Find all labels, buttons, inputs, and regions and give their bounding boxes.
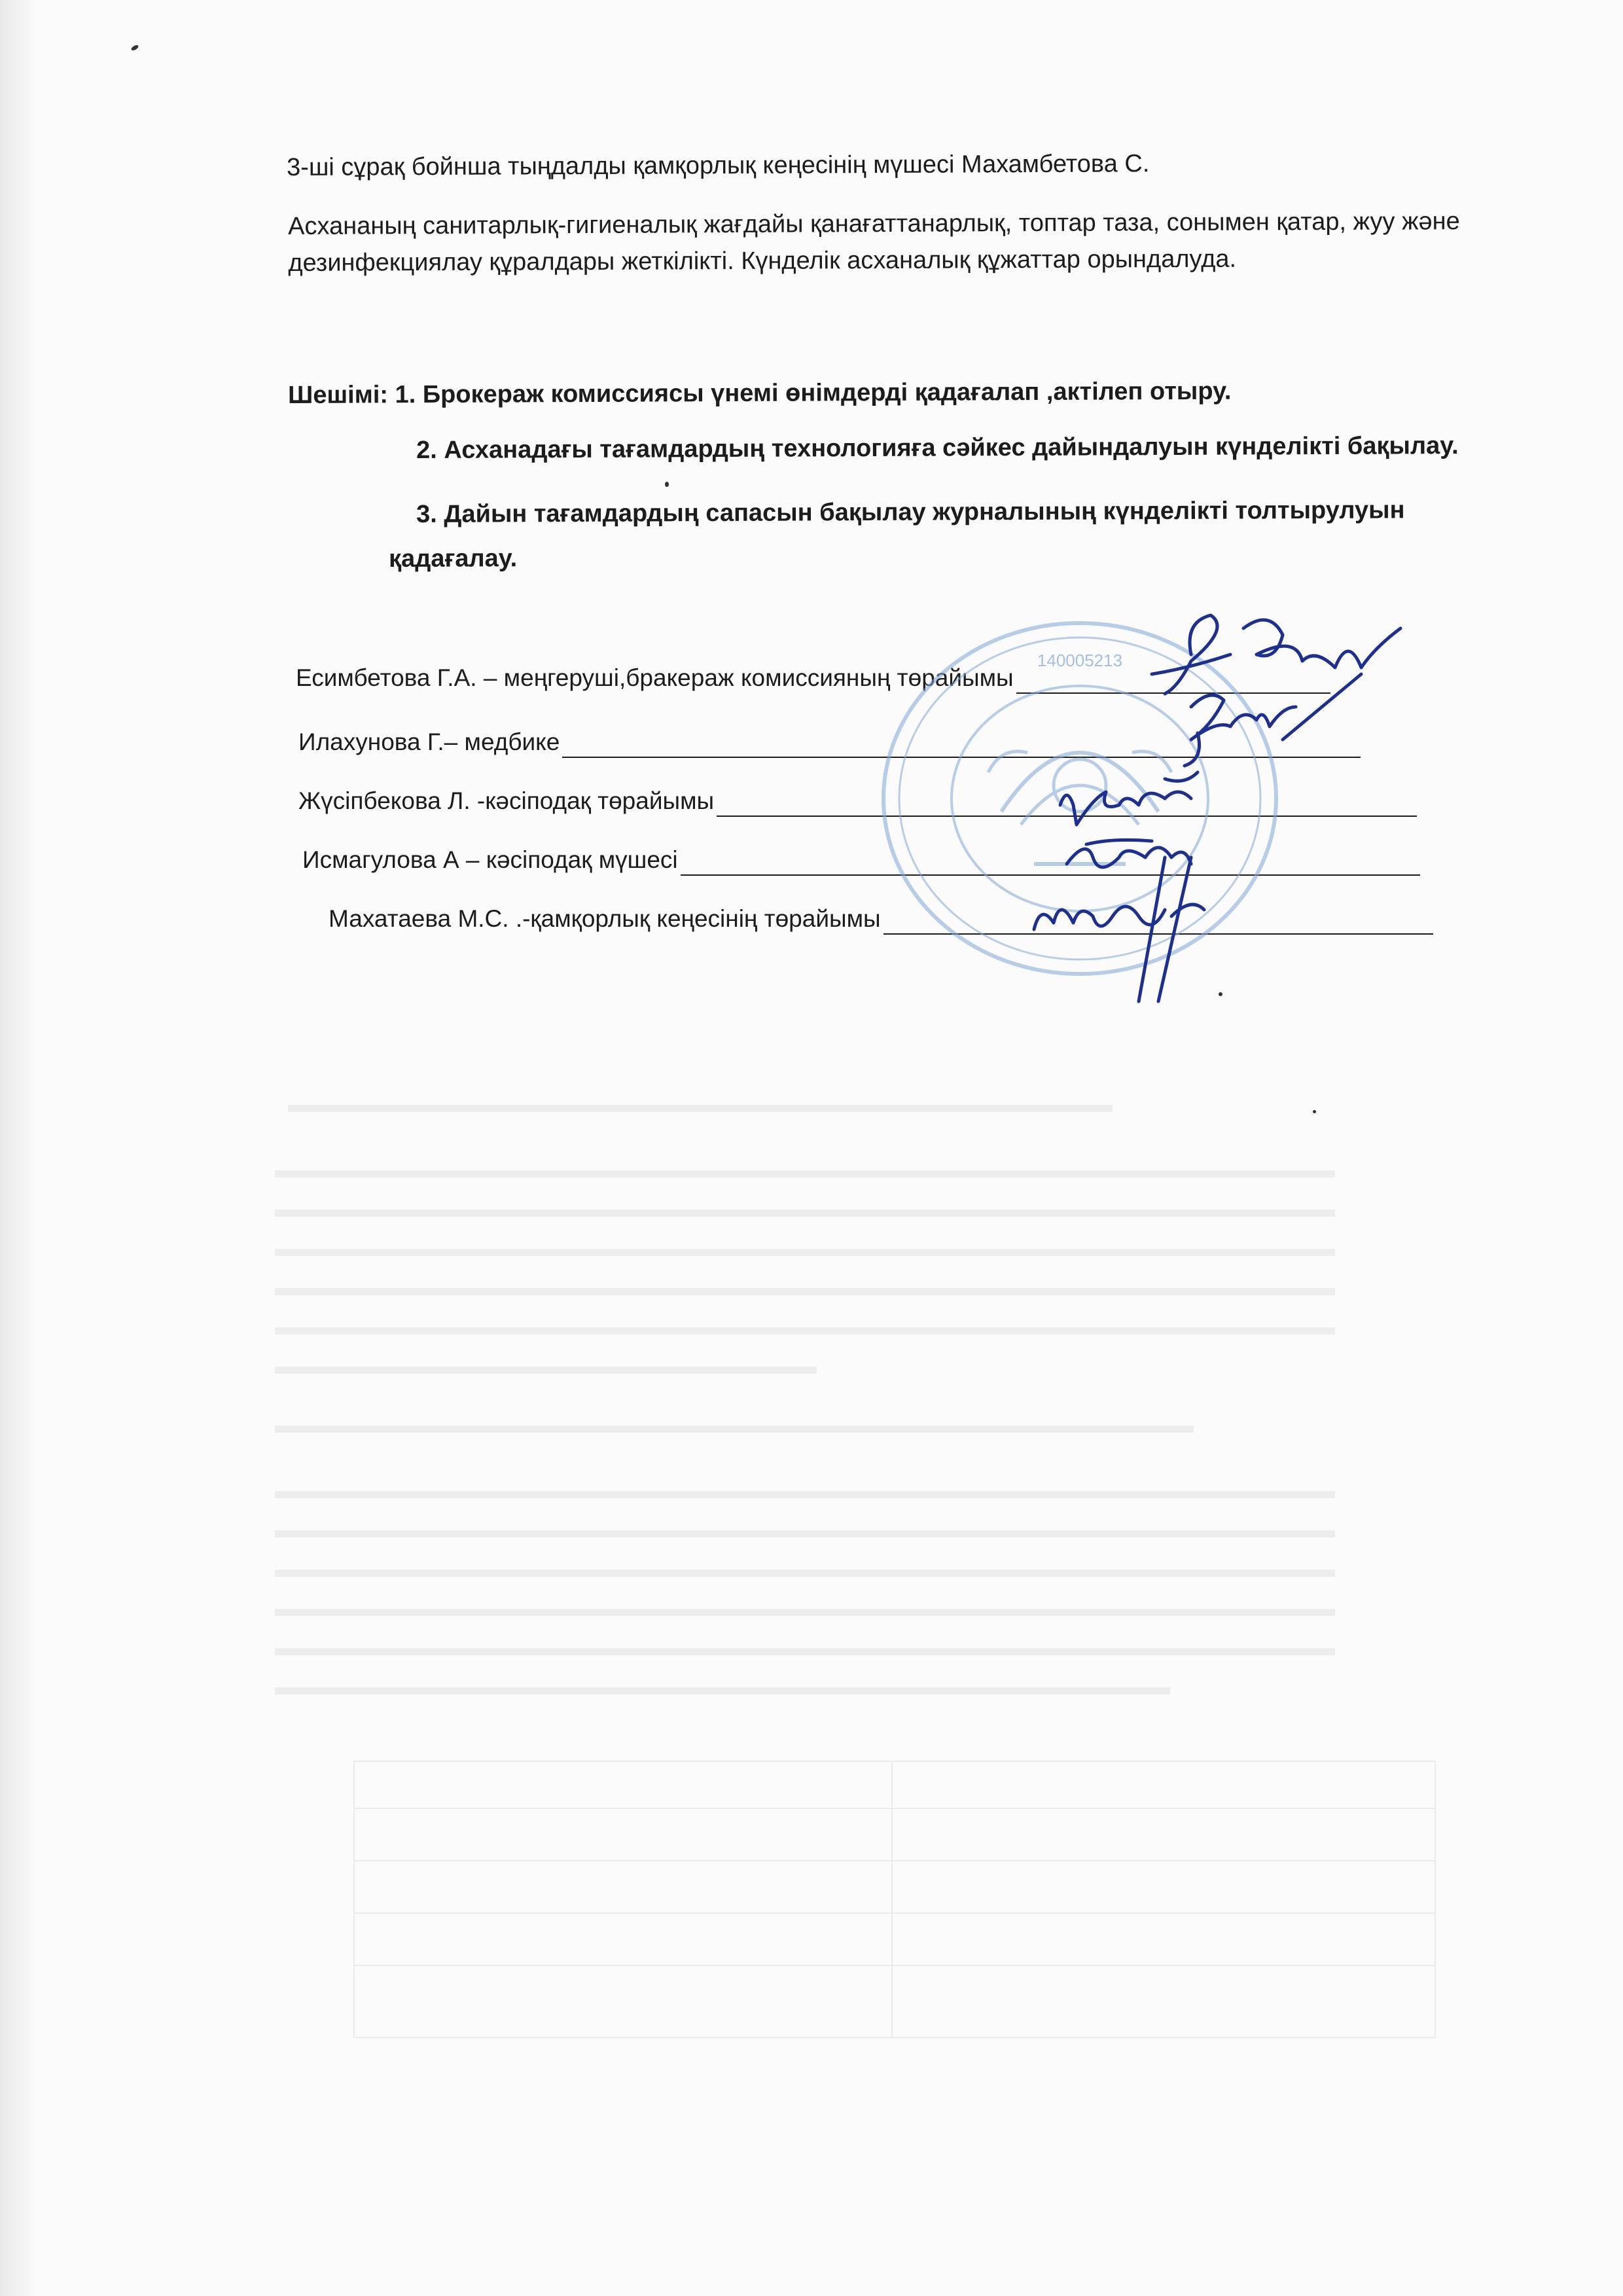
- signatory-name: Исмагулова А – кәсіподақ мүшесі: [302, 846, 678, 873]
- bleed-through: ▬▬▬▬▬▬▬▬▬▬▬▬▬▬▬▬▬▬▬▬▬▬▬▬▬▬▬▬▬▬▬▬▬▬▬▬▬▬▬▬▬▬▬▬▬: [275, 1634, 1335, 1660]
- scan-speck: [1313, 1110, 1316, 1113]
- scan-speck: [665, 482, 669, 487]
- signature-2: [1191, 695, 1296, 740]
- bleed-through: ▬▬▬▬▬▬▬▬▬▬▬▬▬▬▬▬▬▬▬▬▬▬▬▬▬▬▬▬▬▬▬▬▬▬▬▬▬▬▬▬▬▬▬▬▬: [275, 1594, 1335, 1621]
- decision-item-text: 1. Брокераж комиссиясы үнемі өнімдерді қадағалап ,актілеп отыру.: [395, 377, 1232, 409]
- signatory-name: Жүсіпбекова Л. -кәсіподақ төрайымы: [298, 787, 715, 814]
- bleed-through: ▬▬▬▬▬▬▬▬▬▬▬▬▬▬▬▬▬▬▬▬▬▬▬▬▬▬▬▬▬▬▬▬▬▬▬▬▬▬▬▬▬▬▬▬▬: [275, 1555, 1335, 1582]
- signature-3: [1060, 792, 1191, 825]
- decision-item-3-continued: қадағалау.: [389, 545, 518, 573]
- decision-item-3: 3. Дайын тағамдардың сапасын бақылау журналының күнделікті толтырулуын: [416, 496, 1405, 528]
- stamp-number: 140005213: [1037, 651, 1123, 670]
- report-paragraph: Асхананың санитарлық-гигиеналық жағдайы қанағаттанарлық, топтар таза, сонымен қатар, жуу және дезинфекциялау құралдары жеткілікті. Күнделік асханалық құжаттар орындалуда.: [288, 207, 1460, 277]
- question-heading: 3-ші сұрақ бойнша тыңдалды қамқорлық кеңесінің мүшесі Махамбетова С.: [287, 150, 1150, 181]
- bleed-through: ▬▬▬▬▬▬▬▬▬▬▬▬▬▬▬▬▬▬▬▬▬▬▬▬▬▬▬▬▬▬▬▬▬▬▬▬▬▬▬▬▬▬▬▬▬: [275, 1313, 1335, 1340]
- bleed-through: ▬▬▬▬▬▬▬▬▬▬▬▬▬▬▬▬▬▬▬▬▬▬▬▬▬▬▬▬▬▬▬▬▬▬▬▬▬▬▬▬▬▬▬▬▬: [275, 1516, 1335, 1543]
- bleed-through: ▬▬▬▬▬▬▬▬▬▬▬▬▬▬▬▬▬▬▬▬▬▬▬▬▬▬▬▬▬▬▬▬▬▬▬: [288, 1090, 1113, 1117]
- decision-item-2: 2. Асханадағы тағамдардың технологияға сәйкес дайындалуын күнделікті бақылау.: [416, 432, 1459, 464]
- bleed-through: ▬▬▬▬▬▬▬▬▬▬▬▬▬▬▬▬▬▬▬▬▬▬▬▬▬▬▬▬▬▬▬▬▬▬▬▬▬▬▬▬▬▬▬▬▬: [275, 1195, 1335, 1222]
- bleed-through-table: [353, 1761, 1436, 2038]
- bleed-through: ▬▬▬▬▬▬▬▬▬▬▬▬▬▬▬▬▬▬▬▬▬▬▬▬▬▬▬▬▬▬▬▬▬▬▬▬▬▬▬: [275, 1411, 1194, 1438]
- decision-label: Шешімі:: [288, 381, 389, 409]
- bleed-through: ▬▬▬▬▬▬▬▬▬▬▬▬▬▬▬▬▬▬▬▬▬▬▬▬▬▬▬▬▬▬▬▬▬▬▬▬▬▬▬▬▬▬▬▬▬: [275, 1477, 1335, 1503]
- signature-5: [1034, 906, 1165, 929]
- signatory-name: Илахунова Г.– медбике: [298, 728, 560, 755]
- scan-speck: [1219, 992, 1222, 996]
- bleed-through: ▬▬▬▬▬▬▬▬▬▬▬▬▬▬▬▬▬▬▬▬▬▬▬: [275, 1352, 817, 1379]
- handwritten-signatures: [995, 609, 1466, 1014]
- signature-4: [1067, 848, 1191, 867]
- signatory-name: Есимбетова Г.А. – меңгеруші,бракераж комиссияның төрайымы: [296, 664, 1014, 691]
- bleed-through: ▬▬▬▬▬▬▬▬▬▬▬▬▬▬▬▬▬▬▬▬▬▬▬▬▬▬▬▬▬▬▬▬▬▬▬▬▬▬: [275, 1673, 1170, 1700]
- decision-item-1: [288, 376, 1232, 411]
- scan-edge-shadow: [0, 0, 39, 2296]
- bleed-through: ▬▬▬▬▬▬▬▬▬▬▬▬▬▬▬▬▬▬▬▬▬▬▬▬▬▬▬▬▬▬▬▬▬▬▬▬▬▬▬▬▬▬▬▬▬: [275, 1156, 1335, 1183]
- bleed-through: ▬▬▬▬▬▬▬▬▬▬▬▬▬▬▬▬▬▬▬▬▬▬▬▬▬▬▬▬▬▬▬▬▬▬▬▬▬▬▬▬▬▬▬▬▬: [275, 1234, 1335, 1261]
- bleed-through: ▬▬▬▬▬▬▬▬▬▬▬▬▬▬▬▬▬▬▬▬▬▬▬▬▬▬▬▬▬▬▬▬▬▬▬▬▬▬▬▬▬▬▬▬▬: [275, 1274, 1335, 1300]
- signature-1: [1165, 615, 1217, 694]
- signatory-name: Махатаева М.С. .-қамқорлық кеңесінің төрайымы: [329, 905, 881, 932]
